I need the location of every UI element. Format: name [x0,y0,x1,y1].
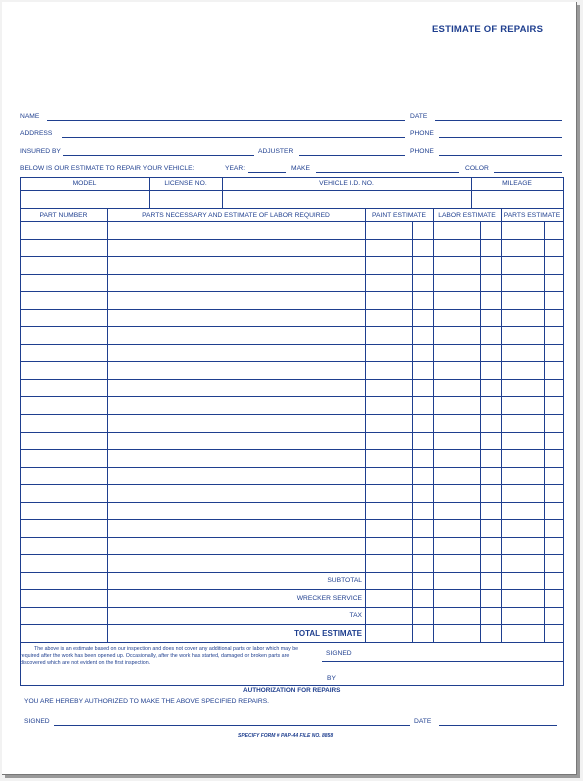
make-line[interactable] [316,172,459,173]
phone-label-1: PHONE [410,130,434,137]
year-line[interactable] [248,172,286,173]
address-label: ADDRESS [20,130,53,137]
name-label: NAME [20,113,40,120]
tax-label: TAX [349,612,362,619]
col-parts-cents [544,221,545,642]
wrecker-service-label: WRECKER SERVICE [296,595,362,602]
row-line [20,449,564,450]
row-line [20,256,564,257]
row-line [20,309,564,310]
date-label-2: DATE [414,718,432,725]
row-line [20,379,564,380]
mileage-header: MILEAGE [502,180,532,187]
parts-estimate-header: PARTS ESTIMATE [503,212,561,219]
col-labor-divider [433,208,434,642]
row-line [20,326,564,327]
adjuster-label: ADJUSTER [258,148,294,155]
row-line [20,361,564,362]
col-labor-cents [480,221,481,642]
total-estimate-label: TOTAL ESTIMATE [294,629,362,638]
date-line-2[interactable] [439,725,557,726]
labor-estimate-header: LABOR ESTIMATE [438,212,496,219]
col-left-border [20,208,21,642]
color-line[interactable] [494,172,562,173]
by-label: BY [327,675,336,682]
insured-by-label: INSURED BY [20,148,61,155]
estimate-intro-label: BELOW IS OUR ESTIMATE TO REPAIR YOUR VEHICLE: [20,165,195,172]
name-line[interactable] [47,120,405,121]
row-line [20,537,564,538]
row-line [20,519,564,520]
form-footer: SPECIFY FORM # PAP-44 FILE NO. 8858 [238,733,334,739]
row-line [20,414,564,415]
row-line [20,607,564,608]
phone-label-2: PHONE [410,148,434,155]
model-header: MODEL [72,180,97,187]
date-line[interactable] [435,120,562,121]
row-line [20,554,564,555]
col-parts-divider [501,208,502,642]
row-line [20,484,564,485]
col-right-border [563,208,564,642]
phone-line-1[interactable] [439,137,562,138]
vin-header: VEHICLE I.D. NO. [319,180,374,187]
make-label: MAKE [291,165,310,172]
part-number-header: PART NUMBER [39,212,88,219]
row-line [20,239,564,240]
row-line [20,624,564,625]
date-label: DATE [410,113,428,120]
license-header: LICENSE NO. [164,180,207,187]
estimate-disclaimer: The above is an estimate based on our inspection and does not cover any additional parts or labor which may be required after the work has been opened up. Occasionally, after the work has started, damaged or broken parts are discovered which are not evident on the first inspection. [20,646,299,666]
row-line [20,274,564,275]
row-line [20,432,564,433]
phone-line-2[interactable] [439,155,562,156]
authorization-title: AUTHORIZATION FOR REPAIRS [243,687,341,694]
row-line [20,344,564,345]
col-paint-divider [365,208,366,642]
col-paint-cents [412,221,413,642]
authorization-text: YOU ARE HEREBY AUTHORIZED TO MAKE THE ABOVE SPECIFIED REPAIRS. [24,698,270,705]
subtotal-label: SUBTOTAL [327,577,362,584]
signed-label: SIGNED [326,650,352,657]
address-line[interactable] [62,137,405,138]
row-line [20,467,564,468]
year-label: YEAR: [225,165,246,172]
color-label: COLOR [465,165,489,172]
row-line [20,589,564,590]
col-part-number-divider [107,208,108,642]
parts-labor-header: PARTS NECESSARY AND ESTIMATE OF LABOR REQUIRED [142,212,330,219]
adjuster-line[interactable] [299,155,405,156]
insured-by-line[interactable] [63,155,254,156]
bottom-right-border [563,642,564,685]
row-line [20,291,564,292]
paint-estimate-header: PAINT ESTIMATE [372,212,426,219]
by-line[interactable] [20,685,564,686]
row-line [20,502,564,503]
signed-label-2: SIGNED [24,718,50,725]
signed-line[interactable] [322,661,564,662]
table-header-line [20,221,564,222]
row-line [20,572,564,573]
row-line [20,396,564,397]
signed-line-2[interactable] [54,725,410,726]
form-title: ESTIMATE OF REPAIRS [432,24,544,35]
table-top-line [20,208,564,209]
estimate-form-sheet [2,2,577,775]
row-line [20,642,564,643]
